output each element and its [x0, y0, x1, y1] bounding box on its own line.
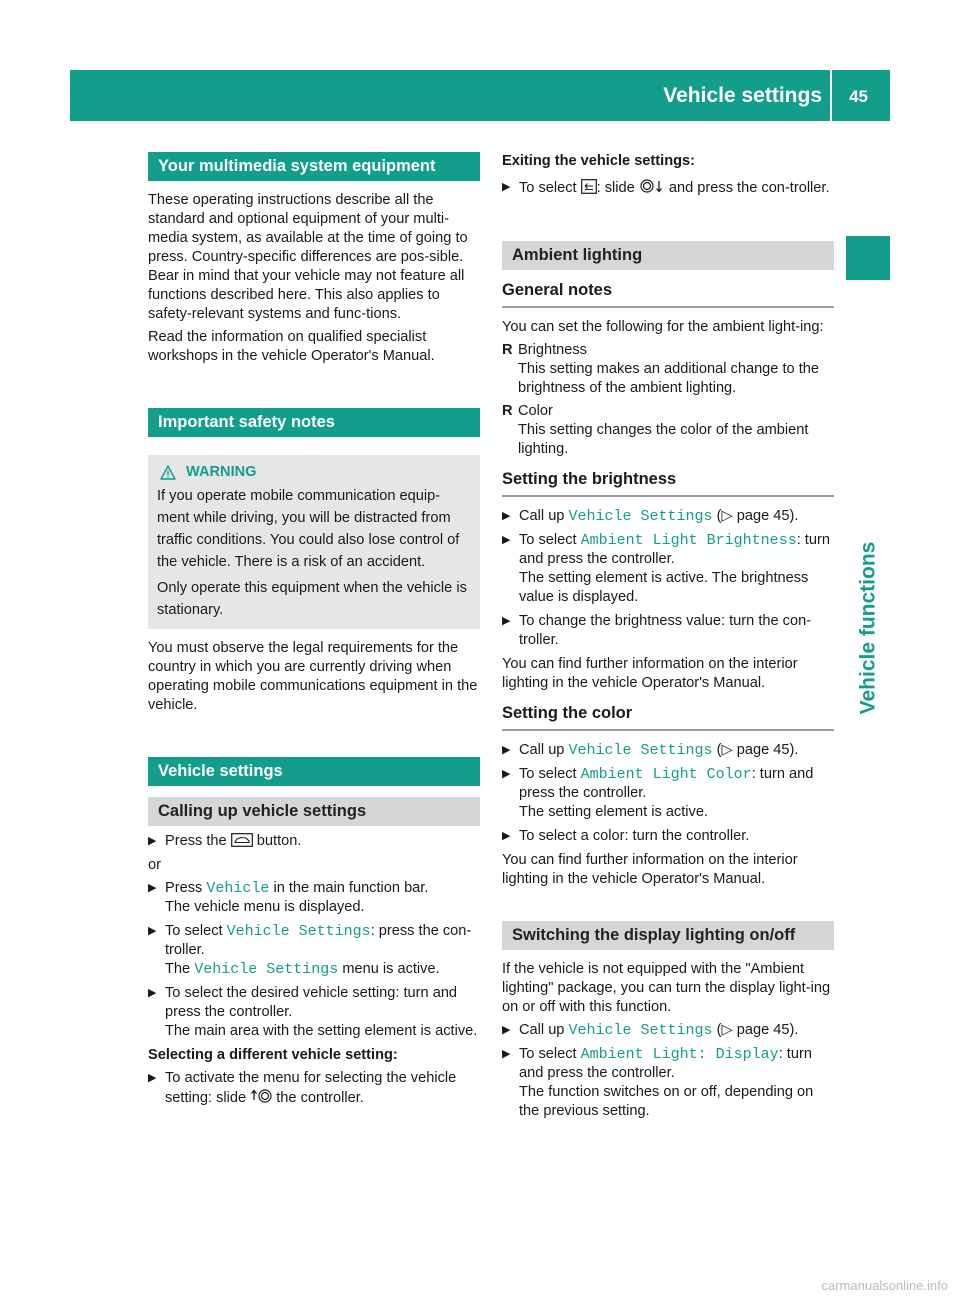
header-separator	[830, 70, 832, 121]
triangle-right-icon: ▶	[502, 615, 511, 627]
exit-heading: Exiting the vehicle settings:	[502, 153, 696, 169]
triangle-right-icon: ▶	[502, 1048, 511, 1060]
color-info: You can find further information on the interior lighting in the vehicle Operator's Manual.	[502, 852, 798, 887]
step-select-color: ▶ To select Ambient Light Color: turn and press the controller. The setting element is active.	[502, 766, 814, 820]
step-select-brightness: ▶ To select Ambient Light Brightness: turn and press the controller. The setting element is active. The brightness value is displayed.	[502, 532, 830, 605]
step-press-vehicle: ▶ Press Vehicle in the main function bar. The vehicle menu is displayed.	[148, 880, 429, 915]
triangle-right-icon: ▶	[502, 768, 511, 780]
warning-instruction: Only operate this equipment when the vehicle is stationary.	[157, 580, 467, 618]
step-call-up-settings: ▶ Call up Vehicle Settings (▷ page 45).	[502, 508, 799, 525]
brightness-info: You can find further information on the interior lighting in the vehicle Operator's Manual.	[502, 656, 798, 691]
watermark: carmanualsonline.info	[821, 1278, 948, 1293]
section-title-vehicle-settings: Vehicle settings	[148, 757, 480, 786]
page-number: 45	[849, 87, 868, 106]
subsection-title-calling: Calling up vehicle settings	[148, 797, 480, 826]
side-tab-marker	[846, 236, 890, 280]
warning-text: If you operate mobile communication equip-ment while driving, you will be distracted from traffic conditions. You could also lose control of the vehicle. There is a risk of an accident.	[157, 488, 460, 570]
triangle-right-icon: ▶	[502, 510, 511, 522]
different-setting-heading: Selecting a different vehicle setting:	[148, 1047, 398, 1063]
triangle-right-icon: ▶	[148, 925, 157, 937]
general-paragraph: You can set the following for the ambient light-ing:	[502, 319, 824, 335]
subsection-title-ambient: Ambient lighting	[502, 241, 834, 270]
step-turn-controller: ▶ To select a color: turn the controller.	[502, 828, 750, 844]
back-arrow-icon	[581, 179, 597, 194]
triangle-right-icon: ▶	[502, 534, 511, 546]
bullet-brightness: R Brightness This setting makes an additional change to the brightness of the ambient lighting.	[502, 342, 819, 396]
page-header	[70, 70, 890, 121]
triangle-right-icon: ▶	[148, 835, 157, 847]
step-select-setting: ▶ To select the desired vehicle setting: turn and press the controller. The main area with the setting element is active.	[148, 985, 478, 1039]
warning-label: WARNING	[186, 464, 257, 480]
left-column	[148, 152, 480, 1113]
or-text: or	[148, 857, 161, 873]
display-paragraph: If the vehicle is not equipped with the "Ambient lighting" package, you can turn the display light-ing on or off with this function.	[502, 961, 831, 1015]
section-title-equipment: Your multimedia system equipment	[148, 152, 480, 181]
step-call-up-settings: ▶ Call up Vehicle Settings (▷ page 45).	[502, 1022, 799, 1039]
triangle-right-icon: ▶	[502, 744, 511, 756]
heading-setting-color: Setting the color	[502, 703, 834, 731]
triangle-right-icon: ▶	[148, 987, 157, 999]
step-exit-settings: ▶ To select : slide and press the con-troller.	[502, 180, 830, 196]
equipment-workshop-paragraph: Read the information on qualified specialist workshops in the vehicle Operator's Manual.	[148, 329, 435, 364]
warning-box	[148, 455, 480, 629]
step-change-brightness: ▶ To change the brightness value: turn the con-troller.	[502, 613, 812, 648]
step-call-up-settings: ▶ Call up Vehicle Settings (▷ page 45).	[502, 742, 799, 759]
right-column	[502, 152, 834, 1126]
warning-triangle-icon	[160, 465, 176, 480]
controller-knob-icon	[639, 178, 665, 194]
triangle-right-icon: ▶	[148, 1072, 157, 1084]
step-select-display: ▶ To select Ambient Light: Display: turn and press the controller. The function switches on or off, depending on the previous setting.	[502, 1046, 814, 1119]
bullet-color: R Color This setting changes the color of the ambient lighting.	[502, 403, 809, 457]
heading-general-notes: General notes	[502, 280, 834, 308]
equipment-paragraph: These operating instructions describe all the standard and optional equipment of your multi-media system, as available at the time of going to press. Country-specific differences are pos-sible. Bear in mind that your vehicle may not feature all functions described here. This also applies to safety-relevant systems and func-tions.	[148, 192, 468, 322]
side-tab-label: Vehicle functions	[856, 541, 880, 715]
controller-knob-icon	[250, 1088, 272, 1104]
step-press-button: ▶ Press the button.	[148, 833, 302, 849]
header-title: Vehicle settings	[663, 84, 822, 107]
side-tab	[846, 236, 890, 1236]
step-activate-menu: ▶ To activate the menu for selecting the vehicle setting: slide the controller.	[148, 1070, 457, 1106]
heading-setting-brightness: Setting the brightness	[502, 469, 834, 497]
section-title-safety: Important safety notes	[148, 408, 480, 437]
warning-heading	[157, 461, 471, 483]
step-select-vehicle-settings: ▶ To select Vehicle Settings: press the con-troller. The Vehicle Settings menu is active.	[148, 923, 472, 978]
triangle-right-icon: ▶	[502, 1024, 511, 1036]
triangle-right-icon: ▶	[502, 181, 511, 193]
triangle-right-icon: ▶	[148, 882, 157, 894]
legal-paragraph: You must observe the legal requirements for the country in which you are currently driving when operating mobile communications equipment in the vehicle.	[148, 640, 478, 713]
subsection-title-display-lighting: Switching the display lighting on/off	[502, 921, 834, 950]
triangle-right-icon: ▶	[502, 830, 511, 842]
vehicle-car-icon	[231, 833, 253, 847]
